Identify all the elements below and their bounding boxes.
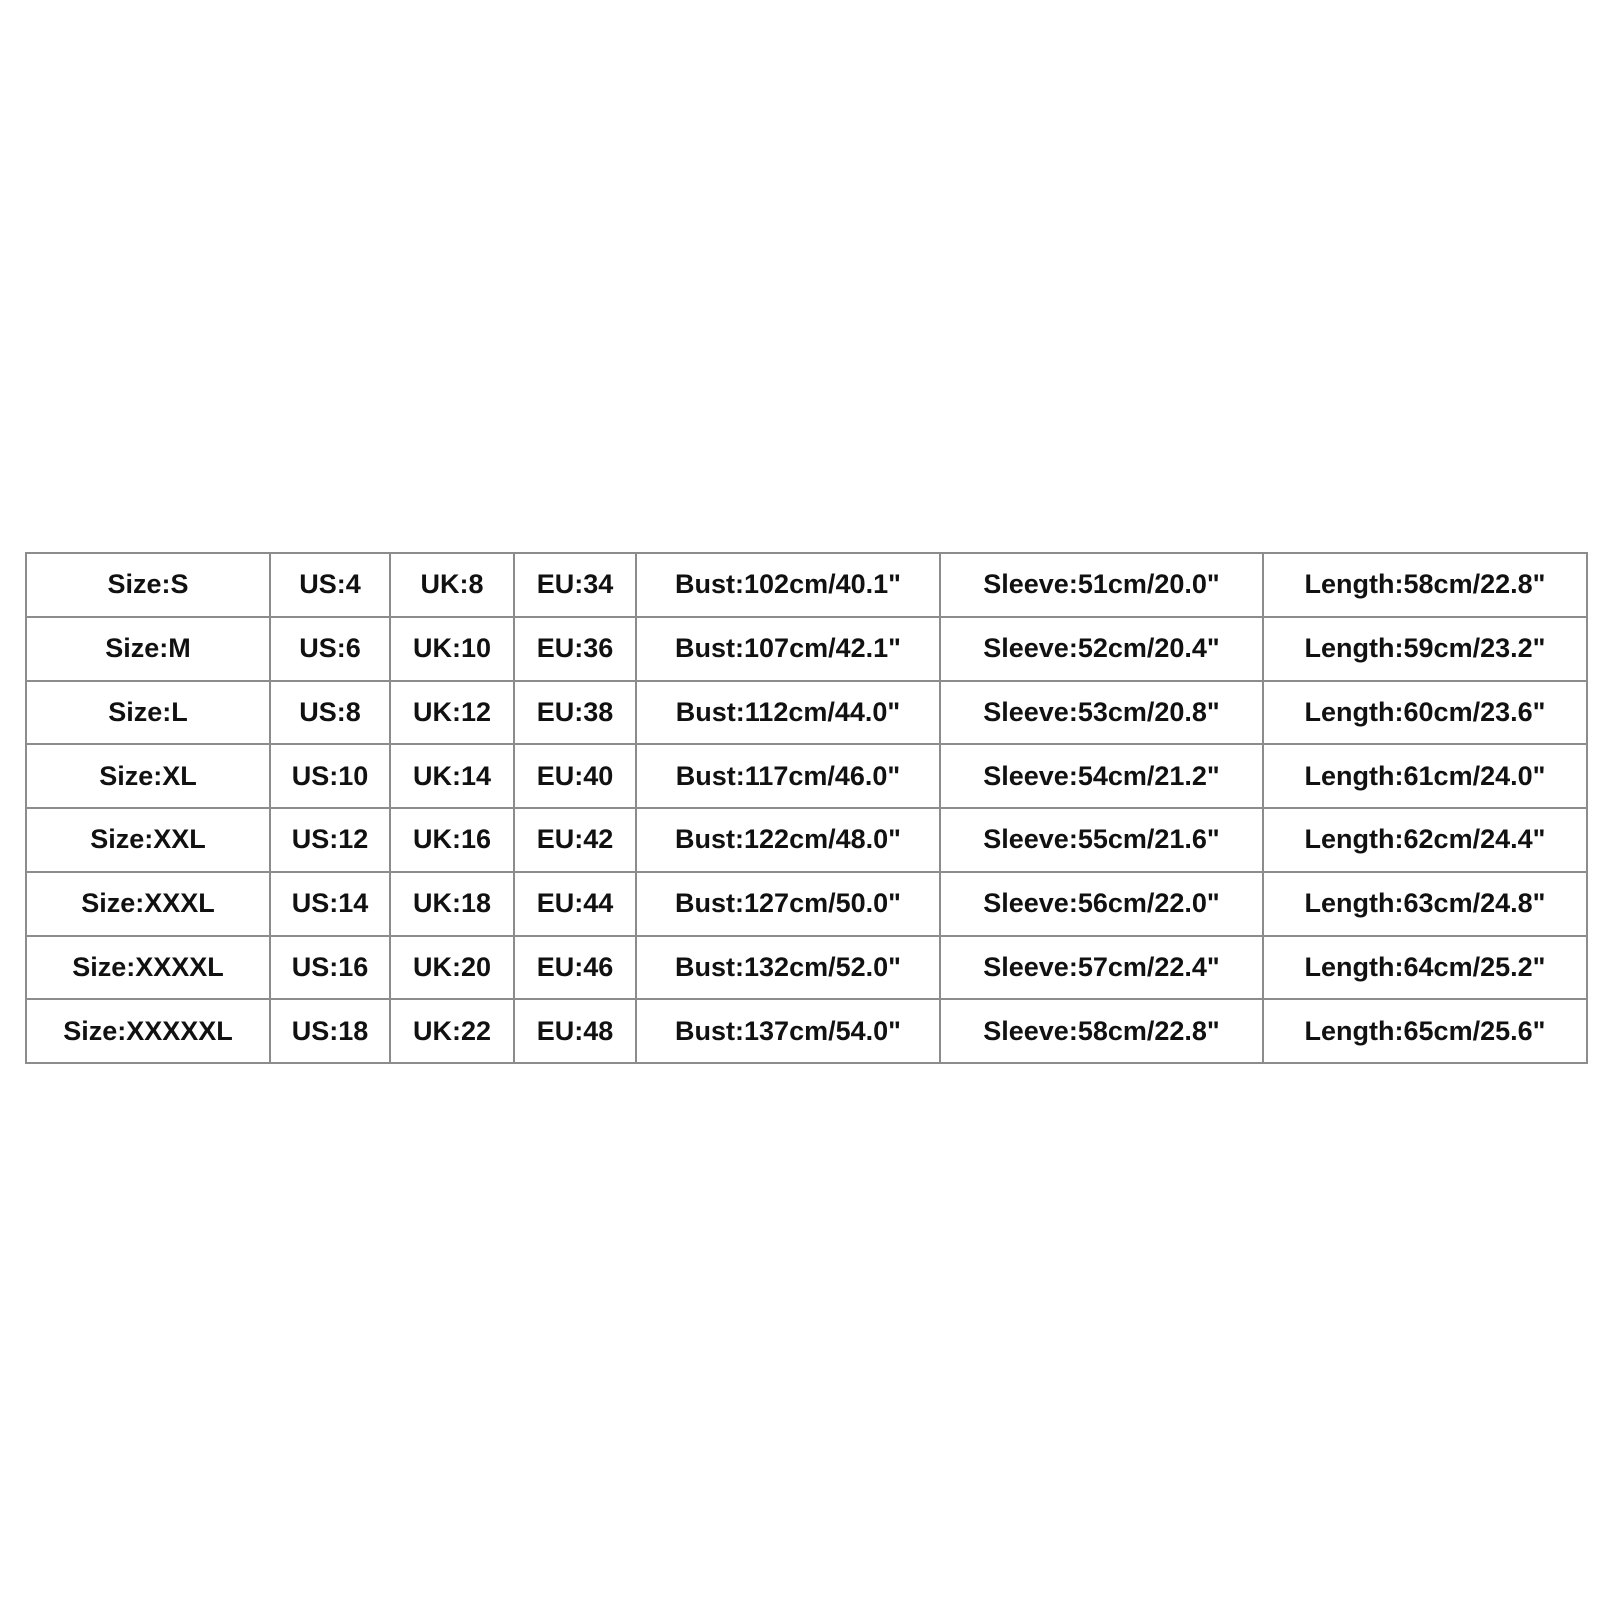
eu-size-cell: EU:42 [514, 808, 636, 872]
table-row [26, 553, 1587, 617]
table-row [26, 936, 1587, 1000]
length-cell: Length:62cm/24.4" [1263, 808, 1587, 872]
uk-size-cell: UK:10 [390, 617, 514, 681]
uk-size-cell: UK:16 [390, 808, 514, 872]
bust-cell: Bust:102cm/40.1" [636, 553, 940, 617]
us-size-cell: US:12 [270, 808, 390, 872]
size-cell: Size:XL [26, 744, 270, 808]
eu-size-cell: EU:40 [514, 744, 636, 808]
bust-cell: Bust:127cm/50.0" [636, 872, 940, 936]
length-cell: Length:60cm/23.6" [1263, 681, 1587, 745]
sleeve-cell: Sleeve:57cm/22.4" [940, 936, 1263, 1000]
us-size-cell: US:16 [270, 936, 390, 1000]
eu-size-cell: EU:44 [514, 872, 636, 936]
size-cell: Size:M [26, 617, 270, 681]
bust-cell: Bust:132cm/52.0" [636, 936, 940, 1000]
bust-cell: Bust:117cm/46.0" [636, 744, 940, 808]
size-chart-body [26, 553, 1587, 1063]
us-size-cell: US:18 [270, 999, 390, 1063]
eu-size-cell: EU:46 [514, 936, 636, 1000]
bust-cell: Bust:137cm/54.0" [636, 999, 940, 1063]
table-row [26, 744, 1587, 808]
bust-cell: Bust:112cm/44.0" [636, 681, 940, 745]
sleeve-cell: Sleeve:58cm/22.8" [940, 999, 1263, 1063]
table-row [26, 808, 1587, 872]
eu-size-cell: EU:48 [514, 999, 636, 1063]
length-cell: Length:63cm/24.8" [1263, 872, 1587, 936]
bust-cell: Bust:122cm/48.0" [636, 808, 940, 872]
us-size-cell: US:6 [270, 617, 390, 681]
bust-cell: Bust:107cm/42.1" [636, 617, 940, 681]
size-cell: Size:XXL [26, 808, 270, 872]
table-row [26, 999, 1587, 1063]
us-size-cell: US:8 [270, 681, 390, 745]
eu-size-cell: EU:36 [514, 617, 636, 681]
table-row [26, 872, 1587, 936]
uk-size-cell: UK:8 [390, 553, 514, 617]
sleeve-cell: Sleeve:52cm/20.4" [940, 617, 1263, 681]
uk-size-cell: UK:18 [390, 872, 514, 936]
uk-size-cell: UK:20 [390, 936, 514, 1000]
table-row [26, 617, 1587, 681]
size-cell: Size:XXXL [26, 872, 270, 936]
sleeve-cell: Sleeve:55cm/21.6" [940, 808, 1263, 872]
sleeve-cell: Sleeve:53cm/20.8" [940, 681, 1263, 745]
size-cell: Size:S [26, 553, 270, 617]
table-row [26, 681, 1587, 745]
eu-size-cell: EU:38 [514, 681, 636, 745]
length-cell: Length:58cm/22.8" [1263, 553, 1587, 617]
uk-size-cell: UK:22 [390, 999, 514, 1063]
length-cell: Length:59cm/23.2" [1263, 617, 1587, 681]
uk-size-cell: UK:12 [390, 681, 514, 745]
eu-size-cell: EU:34 [514, 553, 636, 617]
length-cell: Length:64cm/25.2" [1263, 936, 1587, 1000]
size-cell: Size:XXXXXL [26, 999, 270, 1063]
us-size-cell: US:10 [270, 744, 390, 808]
us-size-cell: US:14 [270, 872, 390, 936]
size-cell: Size:XXXXL [26, 936, 270, 1000]
length-cell: Length:61cm/24.0" [1263, 744, 1587, 808]
sleeve-cell: Sleeve:51cm/20.0" [940, 553, 1263, 617]
length-cell: Length:65cm/25.6" [1263, 999, 1587, 1063]
size-chart-table [25, 552, 1588, 1064]
sleeve-cell: Sleeve:54cm/21.2" [940, 744, 1263, 808]
size-cell: Size:L [26, 681, 270, 745]
uk-size-cell: UK:14 [390, 744, 514, 808]
sleeve-cell: Sleeve:56cm/22.0" [940, 872, 1263, 936]
us-size-cell: US:4 [270, 553, 390, 617]
